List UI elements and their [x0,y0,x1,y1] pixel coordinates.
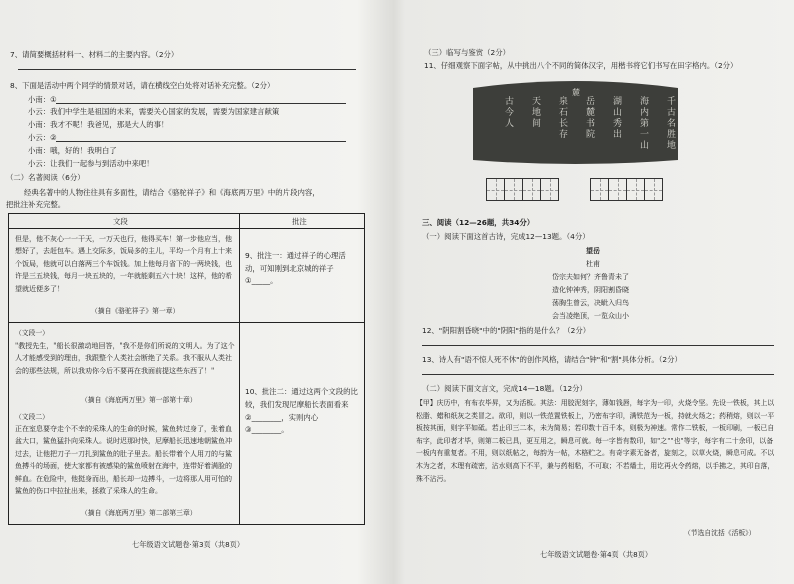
calligraphy-char: 古 [667,108,677,118]
table-header-annotation: 批注 [292,217,307,226]
excerpt-nemo-1: "教授先生，"船长很激动地回答，"我不是你们所说的文明人。为了这个人才能感受到的理由，我跟整个人类社会断绝了关系。我不服从人类社会的那些法规，所以我劝你今后不要再在我面前提这些东西了！" [15,342,235,375]
classical-passage-movable-type: 【甲】庆历中，有布衣毕昇，又为活板。其法：用胶泥刻字，薄如钱唇，每字为一印，火烧令坚。先设一铁板，其上以松脂、蜡和纸灰之类冒之。欲印，则以一铁范置铁板上，乃密布字印，满铁范为一板，持就火炀之；药稍熔，则以一平板按其面，则字平如砥。若止印三二本，未为简易；若印数十百千本，则极为神速。常作二铁板，一板印刷，一板已自布字，此印者才毕，则第二板已具，更互用之，瞬息可就。每一字皆有数印，如"之""也"等字，每字有二十余印，以备一板内有重复者。不用，则以纸帖之，每韵为一帖，木格贮之。有奇字素无备者，旋刻之，以草火烧，瞬息可成。不以木为之者，木理有疏密，沾水则高下不平，兼与药相粘，不可取；不若燔土，用讫再火令药熔，以手拂之，其印自落，殊不沾污。 [416,399,775,483]
calligraphy-char: 今 [505,108,515,118]
excerpt-2-source: （摘自《海底两万里》第一部第十章） [81,396,197,404]
question-10: 10、批注二：通过这两个文段的比较，我们发现尼摩船长表面看来②________，实则内心③________。 [245,387,358,435]
calligraphy-char: 山 [640,141,650,151]
reading-sub-1: （一）阅读下面这首古诗，完成12—13题。（4分） [422,232,590,241]
calligraphy-char: 间 [532,119,542,129]
right-footer: 七年级语文试题卷·第4页（共8页） [540,550,653,559]
calligraphy-char: 秀 [613,119,623,129]
table-head-rule [9,228,364,229]
left-page [0,0,392,584]
calligraphy-char: 海 [640,97,650,107]
calligraphy-char: 石 [559,108,569,118]
annotation-table [8,213,365,525]
excerpt-1-source: （摘自《骆驼祥子》第一章） [91,307,180,315]
question-8: 8、下面是活动中两个同学的情景对话，请在横线空白处将对话补充完整。（2分） [10,81,275,90]
intro-line-2: 把批注补充完整。 [6,200,66,209]
calligraphy-char: 第 [640,119,650,129]
poem-title: 望岳 [586,246,600,255]
calligraphy-char: 名 [667,119,677,129]
dialogue-line-4: 小云：② [28,133,57,142]
excerpt-camel-xiangzi: 但是，他不灰心一一干天，一万天也行，他得买车！第一步他应当，他想好了，去赶包车。遇上交际多，饭局多的主儿，平均一个月有上十来个饭局，他就可以白落两三个车饭钱。加上他每月省下的一两块钱，也许是三五块钱，每月一块五块的，一年就能剩五六十块！这样，他的希望就近便多了！ [15,235,232,293]
dialogue-line-6: 小云：让我们一起参与到活动中来吧！ [28,159,154,168]
answer-line-1[interactable] [56,103,346,104]
question-7: 7、请简要概括材料一、材料二的主要内容。（2分） [10,50,179,59]
poem-line-1: 岱宗夫如何？齐鲁青未了 [552,273,629,281]
answer-line[interactable] [422,345,774,346]
calligraphy-char: 千 [667,97,677,107]
calligraphy-char: 出 [613,130,623,140]
question-12: 12、"阴阳割昏晓"中的"阴阳"指的是什么？（2分） [422,326,591,335]
dialogue-line-3: 小南：我才不呢！我爸见，那是大人的事！ [28,120,169,129]
question-9: 9、批注一：通过祥子的心理活动，可知刚到北京城的祥子①_____。 [245,251,346,285]
left-footer: 七年级语文试题卷·第3页（共8页） [132,540,245,549]
calligraphy-char: 地 [532,108,542,118]
calligraphy-char: 天 [532,97,542,107]
calligraphy-char: 地 [667,141,677,151]
table-row-rule [9,322,364,323]
section-heading-3: （三）临写与鉴赏（2分） [424,48,511,57]
section-heading-2: （二）名著阅读（6分） [6,173,85,182]
dialogue-line-1: 小南：① [28,95,57,104]
right-page-content [402,0,794,584]
intro-line-1: 经典名著中的人物往往具有多面性，请结合《骆驼祥子》和《海底两万里》中的片段内容， [24,188,320,197]
calligraphy-char: 泉 [559,97,569,107]
dialogue-line-2: 小云：我们中学生是祖国的未来，需要关心国家的发展，需要为国家建言献策 [28,107,280,116]
excerpt-2-label: （文段一） [15,329,49,337]
excerpt-3-source: （摘自《海底两万里》第二部第三章） [81,509,197,517]
calligraphy-char: 长 [559,119,569,129]
calligraphy-char: 岳 [586,97,596,107]
calligraphy-char: 一 [640,130,650,140]
excerpt-nemo-2: 正在室息要夺走个不幸的采珠人的生命的时候，鲨鱼转过身了，张着血盆大口，鲨鱼猛扑向采珠人。说时迟那时快，尼摩船长迅速地朝鲨鱼冲过去，让他把刀子一刀扎到鲨鱼的肚子里去。船长带着个人用刀的与鲨鱼搏斗的场面，使大家都有被感染的鲨鱼喷射在海中，连带好着满脸的鲜血。在危险中，他挺身而出，船长却一边搏斗，一边将那人用可怕的鲨鱼的伤口中拉扯出来，拯救了采珠人的生命。 [15,425,232,496]
calligraphy-title: 麓 [572,88,580,97]
calligraphy-char: 内 [640,108,650,118]
calligraphy-char: 山 [613,108,623,118]
calligraphy-char: 古 [505,97,515,107]
calligraphy-char: 麓 [586,108,596,118]
dialogue-line-5: 小南：哦，好的！我明白了 [28,146,117,155]
question-11: 11、仔细观察下面字帖，从中挑出八个不同的简体汉字，用楷书将它们书写在田字格内。（2分） [424,61,738,70]
answer-line[interactable] [422,374,774,375]
answer-line-2[interactable] [56,141,346,142]
calligraphy-char: 湖 [613,97,623,107]
calligraphy-char: 书 [586,119,596,129]
calligraphy-char: 存 [559,130,569,140]
poem-line-4: 会当凌绝顶，一览众山小 [552,312,629,320]
calligraphy-char: 院 [586,130,596,140]
question-13: 13、诗人有"语不惊人死不休"的创作风格，请结合"钟"和"割"具体分析。（2分） [422,355,682,364]
reading-heading: 三、阅读（12—26题，共34分） [422,218,535,227]
reading-sub-2: （二）阅读下面文言文，完成14—18题。（12分） [422,384,587,393]
poem-author: 杜甫 [586,260,600,268]
table-divider [239,214,240,524]
poem-line-3: 荡胸生曾云，决眦入归鸟 [552,299,629,307]
calligraphy-char: 人 [505,119,515,129]
passage-source: （节选自沈括《活板》） [684,529,756,537]
excerpt-3-label: （文段二） [15,413,49,421]
calligraphy-char: 胜 [667,130,677,140]
answer-line[interactable] [18,69,356,70]
poem-line-2: 造化钟神秀，阴阳割昏晓 [552,286,629,294]
table-header-excerpt: 文段 [113,217,128,226]
